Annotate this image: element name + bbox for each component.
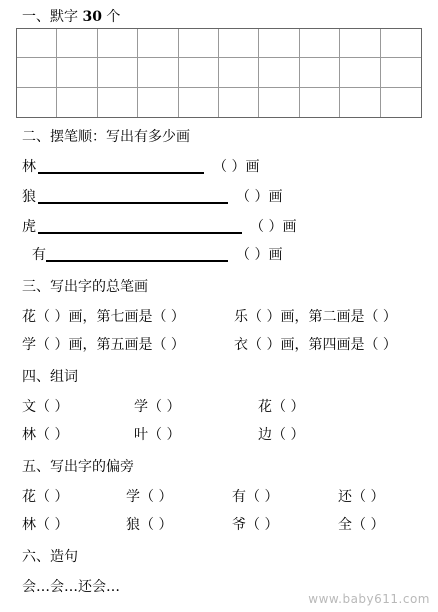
word-blank: 学（ ） [134,399,181,415]
grid-cell[interactable] [138,88,178,117]
stroke-question: 乐（ ）画，第二画是（ ） [234,309,397,325]
grid-cell[interactable] [57,58,97,87]
grid-cell[interactable] [17,29,57,58]
stroke-question: 花（ ）画，第七画是（ ） [22,309,185,325]
grid-cell[interactable] [17,88,57,117]
radical-blank: 狼（ ） [126,517,173,533]
grid-cell[interactable] [179,58,219,87]
radical-blank: 全（ ） [338,517,385,533]
grid-cell[interactable] [17,58,57,87]
radical-blank: 爷（ ） [232,517,279,533]
word-blank: 文（ ） [22,399,69,415]
stroke-item-char: 林 [22,159,36,175]
answer-line[interactable] [38,232,242,234]
word-blank: 林（ ） [22,427,69,443]
section-3-title: 三、写出字的总笔画 [22,279,148,295]
grid-cell[interactable] [381,58,421,87]
stroke-count-blank: （ ）画 [250,219,297,235]
grid-cell[interactable] [219,29,259,58]
sentence-pattern: 会…会…还会… [22,579,120,595]
section-4-title: 四、组词 [22,369,78,385]
section-5-title: 五、写出字的偏旁 [22,459,134,475]
section-2-title: 二、摆笔顺：写出有多少画 [22,129,190,145]
stroke-question: 学（ ）画，第五画是（ ） [22,337,185,353]
grid-cell[interactable] [98,29,138,58]
stroke-question: 衣（ ）画，第四画是（ ） [234,337,397,353]
answer-line[interactable] [38,202,228,204]
grid-cell[interactable] [179,88,219,117]
grid-cell[interactable] [381,88,421,117]
grid-cell[interactable] [259,29,299,58]
grid-cell[interactable] [300,88,340,117]
word-blank: 花（ ） [258,399,305,415]
stroke-count-blank: （ ）画 [213,159,260,175]
stroke-count-blank: （ ）画 [236,247,283,263]
watermark: www.baby611.com [308,592,430,606]
radical-blank: 有（ ） [232,489,279,505]
stroke-count-blank: （ ）画 [236,189,283,205]
grid-cell[interactable] [340,29,380,58]
grid-cell[interactable] [340,58,380,87]
section-1-prefix: 一、默字 [22,9,83,25]
grid-cell[interactable] [259,58,299,87]
grid-cell[interactable] [138,58,178,87]
radical-blank: 林（ ） [22,517,69,533]
grid-cell[interactable] [300,29,340,58]
stroke-item-char: 狼 [22,189,36,205]
grid-cell[interactable] [259,88,299,117]
section-1-count: 30 [82,9,102,25]
answer-line[interactable] [38,172,204,174]
radical-blank: 花（ ） [22,489,69,505]
section-1-suffix: 个 [101,9,121,25]
answer-line[interactable] [46,260,228,262]
grid-cell[interactable] [138,29,178,58]
writing-grid[interactable] [16,28,422,118]
grid-cell[interactable] [57,88,97,117]
grid-cell[interactable] [98,58,138,87]
grid-cell[interactable] [340,88,380,117]
grid-cell[interactable] [381,29,421,58]
stroke-item-char: 有 [32,247,46,263]
grid-cell[interactable] [57,29,97,58]
grid-cell[interactable] [219,88,259,117]
grid-cell[interactable] [300,58,340,87]
word-blank: 边（ ） [258,427,305,443]
grid-cell[interactable] [219,58,259,87]
section-1-title [22,6,120,26]
radical-blank: 学（ ） [126,489,173,505]
word-blank: 叶（ ） [134,427,181,443]
grid-cell[interactable] [98,88,138,117]
radical-blank: 还（ ） [338,489,385,505]
grid-cell[interactable] [179,29,219,58]
stroke-item-char: 虎 [22,219,36,235]
section-6-title: 六、造句 [22,549,78,565]
